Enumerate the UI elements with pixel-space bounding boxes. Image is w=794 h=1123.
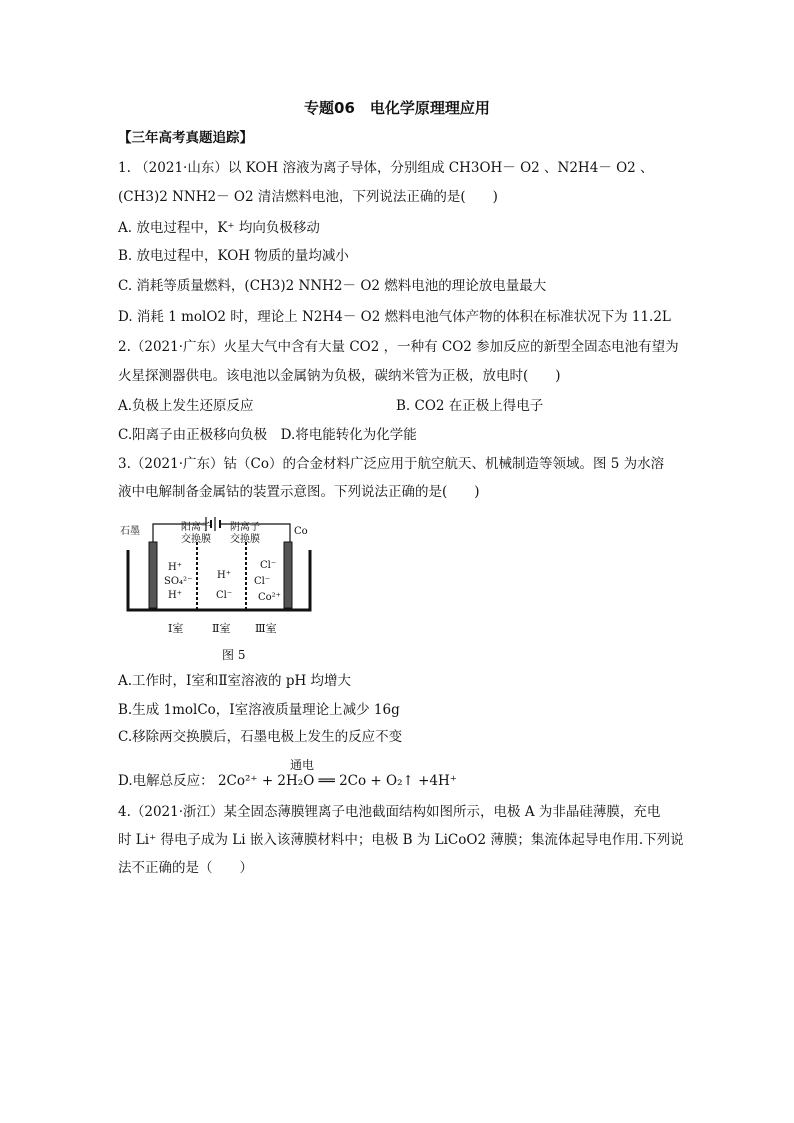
q2-option-b: B. CO2 在正极上得电子 bbox=[396, 398, 544, 414]
q3-stem-line2: 液中电解制备金属钴的装置示意图。下列说法正确的是( ) bbox=[118, 484, 480, 500]
electrolysis-equation bbox=[217, 758, 457, 791]
section-heading: 【三年高考真题追踪】 bbox=[118, 130, 253, 146]
membrane2-label-line1: 阴离子 bbox=[230, 522, 260, 533]
q2-stem-line1: 2.（2021·广东）火星大气中含有大量 CO2 ，一种有 CO2 参加反应的新型全固态电池有望为 bbox=[118, 339, 679, 355]
membrane2-label-line2: 交换膜 bbox=[230, 534, 260, 545]
q3-option-b: B.生成 1molCo，Ⅰ室溶液质量理论上减少 16g bbox=[118, 702, 400, 718]
membrane1-label-line1: 阳离子 bbox=[181, 522, 211, 533]
membrane1-label-line2: 交换膜 bbox=[181, 534, 211, 545]
q1-option-b: B. 放电过程中，KOH 物质的量均减小 bbox=[118, 248, 349, 264]
room1-ion-1: H⁺ bbox=[168, 562, 182, 573]
room2-label: Ⅱ室 bbox=[212, 622, 231, 635]
room2-ion-1: H⁺ bbox=[217, 570, 231, 581]
room2-ion-2: Cl⁻ bbox=[216, 590, 233, 601]
equation-text: 2Co²⁺ + 2H₂O ══ 2Co + O₂↑ +4H⁺ bbox=[217, 773, 457, 789]
q2-option-cd: C.阳离子由正极移向负极 D.将电能转化为化学能 bbox=[118, 427, 417, 443]
room3-label: Ⅲ室 bbox=[255, 622, 277, 635]
equation-condition: 通电 bbox=[289, 758, 314, 772]
room1-ion-2: SO₄²⁻ bbox=[164, 576, 193, 587]
q2-option-a: A.负极上发生还原反应 bbox=[118, 398, 254, 414]
room3-ion-1: Cl⁻ bbox=[260, 560, 277, 571]
room3-ion-2: Cl⁻ bbox=[254, 576, 271, 587]
electrolysis-diagram bbox=[118, 512, 318, 662]
q2-option-row1 bbox=[118, 396, 718, 416]
q1-stem-line1: 1. （2021·山东）以 KOH 溶液为离子导体，分别组成 CH3OH－ O2 、N2H4－ O2 、 bbox=[118, 160, 654, 176]
figure-caption: 图 5 bbox=[222, 648, 246, 662]
q1-option-a: A. 放电过程中，K⁺ 均向负极移动 bbox=[118, 220, 320, 236]
page-title: 专题06 电化学原理理应用 bbox=[304, 99, 490, 117]
q1-option-c: C. 消耗等质量燃料，(CH3)2 NNH2－ O2 燃料电池的理论放电量最大 bbox=[118, 278, 547, 294]
q1-option-d: D. 消耗 1 molO2 时，理论上 N2H4－ O2 燃料电池气体产物的体积在标准状况下为 11.2L bbox=[118, 309, 671, 325]
q3-stem-line1: 3.（2021·广东）钴（Co）的合金材料广泛应用于航空航天、机械制造等领域。图 5 为水溶 bbox=[118, 456, 665, 472]
q1-stem-line2: (CH3)2 NNH2－ O2 清洁燃料电池，下列说法正确的是( ) bbox=[118, 189, 498, 205]
room1-label: Ⅰ室 bbox=[168, 622, 184, 635]
right-electrode-label: Co bbox=[294, 526, 308, 537]
q4-stem-line1: 4.（2021·浙江）某全固态薄膜锂离子电池截面结构如图所示，电极 A 为非晶硅薄膜，充电 bbox=[118, 804, 661, 820]
q3-option-d bbox=[118, 758, 718, 791]
q3-option-d-label: D.电解总反应： bbox=[118, 773, 214, 789]
q3-option-a: A.工作时，Ⅰ室和Ⅱ室溶液的 pH 均增大 bbox=[118, 673, 352, 689]
left-electrode-label: 石墨 bbox=[120, 526, 140, 537]
room3-ion-3: Co²⁺ bbox=[258, 592, 281, 603]
q4-stem-line2: 时 Li⁺ 得电子成为 Li 嵌入该薄膜材料中；电极 B 为 LiCoO2 薄膜；集流体起导电作用.下列说 bbox=[118, 832, 684, 848]
q2-stem-line2: 火星探测器供电。该电池以金属钠为负极，碳纳米管为正极，放电时( ) bbox=[118, 368, 561, 384]
q4-stem-line3: 法不正确的是（ ） bbox=[118, 860, 253, 876]
room1-ion-3: H⁺ bbox=[168, 590, 182, 601]
q3-option-c: C.移除两交换膜后，石墨电极上发生的反应不变 bbox=[118, 729, 403, 745]
